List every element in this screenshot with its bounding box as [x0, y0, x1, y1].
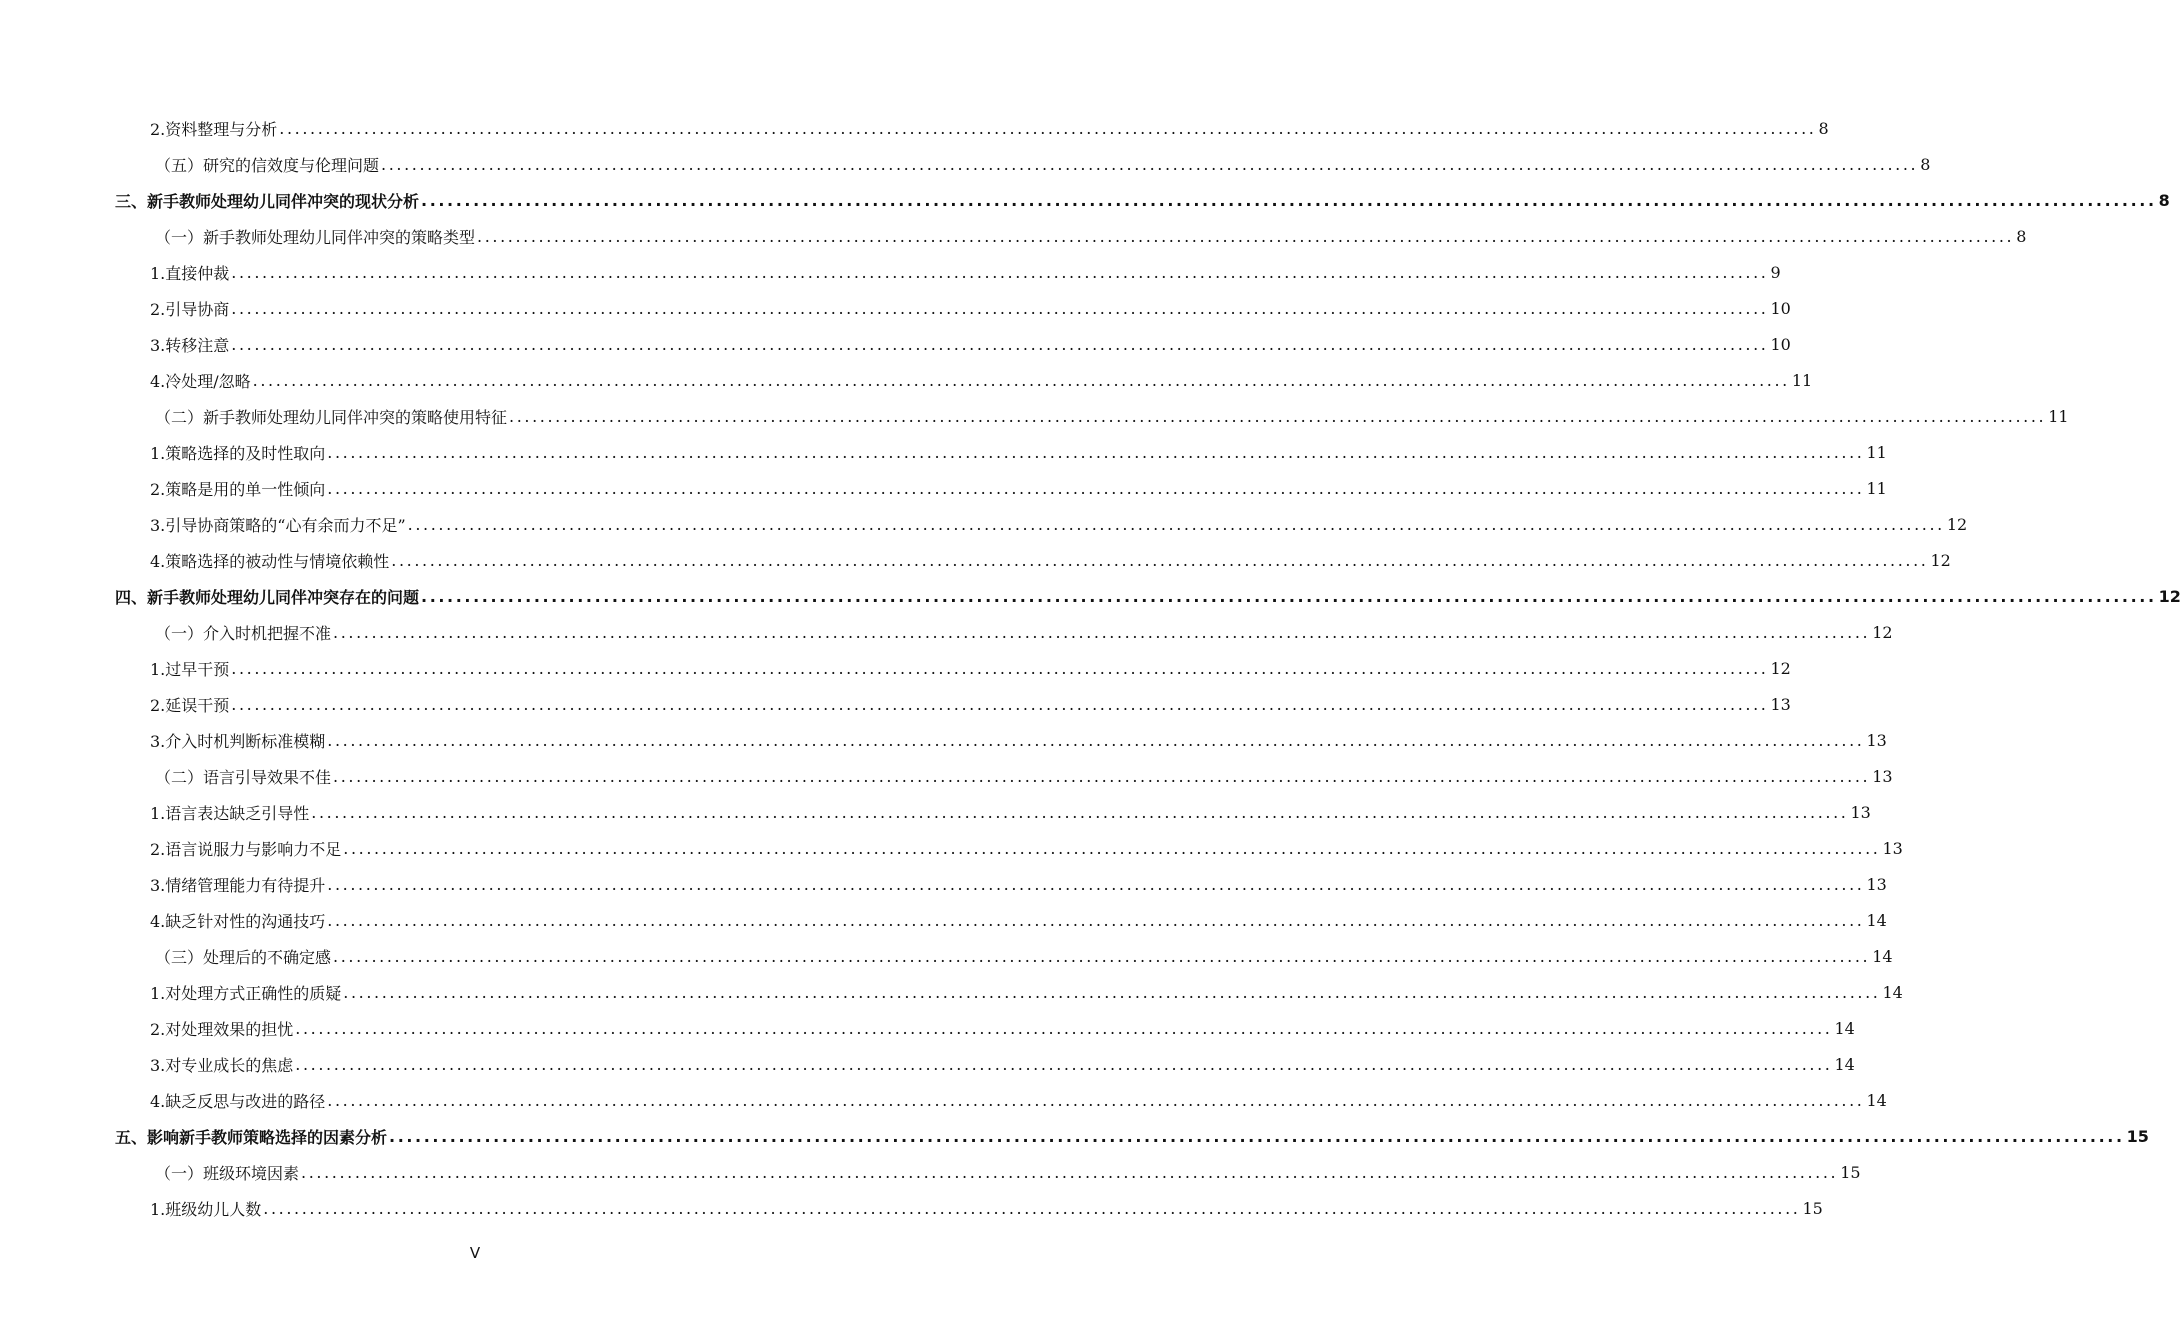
- toc-leader-dots: ........................................................................................................................................................................................................: [327, 478, 1865, 498]
- toc-entry-title: （三）处理后的不确定感: [155, 947, 332, 967]
- toc-entry[interactable]: [115, 578, 2181, 614]
- toc-leader-dots: ........................................................................................................................................................................................................: [509, 406, 2047, 426]
- toc-entry-page-number: 13: [1850, 802, 1871, 822]
- toc-entry[interactable]: [150, 794, 1871, 830]
- toc-entry-title: 2.延误干预: [150, 695, 230, 715]
- toc-entry[interactable]: [150, 686, 1791, 722]
- toc-entry[interactable]: [150, 542, 1951, 578]
- toc-entry-title: 4.冷处理/忽略: [150, 371, 251, 391]
- toc-leader-dots: ........................................................................................................................................................................................................: [389, 1126, 2125, 1146]
- page-number-footer: V: [469, 1244, 481, 1262]
- toc-entry-title: （五）研究的信效度与伦理问题: [155, 155, 380, 175]
- toc-entry-title: 4.缺乏反思与改进的路径: [150, 1091, 326, 1111]
- toc-entry[interactable]: [150, 1010, 1855, 1046]
- toc-entry-title: 2.语言说服力与影响力不足: [150, 839, 342, 859]
- toc-leader-dots: ........................................................................................................................................................................................................: [295, 1018, 1833, 1038]
- toc-entry-title: 三、新手教师处理幼儿同伴冲突的现状分析: [115, 191, 420, 211]
- toc-entry-title: 2.资料整理与分析: [150, 119, 278, 139]
- toc-leader-dots: ........................................................................................................................................................................................................: [421, 586, 2157, 606]
- toc-entry-title: 1.对处理方式正确性的质疑: [150, 983, 342, 1003]
- toc-entry[interactable]: [150, 110, 1829, 146]
- toc-entry-page-number: 13: [1882, 838, 1903, 858]
- toc-entry-page-number: 12: [2158, 586, 2181, 606]
- toc-leader-dots: ........................................................................................................................................................................................................: [333, 946, 1871, 966]
- toc-leader-dots: ........................................................................................................................................................................................................: [327, 730, 1865, 750]
- toc-entry-title: 3.转移注意: [150, 335, 230, 355]
- toc-entry[interactable]: [150, 1190, 1823, 1226]
- toc-leader-dots: ........................................................................................................................................................................................................: [231, 334, 1769, 354]
- toc-entry[interactable]: [155, 758, 1893, 794]
- toc-leader-dots: ........................................................................................................................................................................................................: [333, 622, 1871, 642]
- toc-entry[interactable]: [155, 938, 1893, 974]
- toc-entry[interactable]: [150, 434, 1887, 470]
- toc-entry[interactable]: [150, 1046, 1855, 1082]
- toc-entry[interactable]: [155, 1154, 1861, 1190]
- toc-entry-page-number: 12: [1770, 658, 1791, 678]
- toc-entry-title: 4.策略选择的被动性与情境依赖性: [150, 551, 390, 571]
- toc-leader-dots: ........................................................................................................................................................................................................: [231, 694, 1769, 714]
- toc-entry-title: （二）语言引导效果不佳: [155, 767, 332, 787]
- toc-entry[interactable]: [150, 830, 1903, 866]
- toc-entry[interactable]: [150, 326, 1791, 362]
- toc-entry-title: （二）新手教师处理幼儿同伴冲突的策略使用特征: [155, 407, 508, 427]
- toc-leader-dots: ........................................................................................................................................................................................................: [327, 442, 1865, 462]
- toc-entry-title: 1.班级幼儿人数: [150, 1199, 262, 1219]
- toc-entry-title: 3.情绪管理能力有待提升: [150, 875, 326, 895]
- toc-entry-title: 四、新手教师处理幼儿同伴冲突存在的问题: [115, 587, 420, 607]
- toc-leader-dots: ........................................................................................................................................................................................................: [343, 838, 1881, 858]
- toc-entry[interactable]: [155, 614, 1893, 650]
- toc-entry-title: 2.对处理效果的担忧: [150, 1019, 294, 1039]
- toc-entry-page-number: 14: [1834, 1054, 1855, 1074]
- toc-leader-dots: ........................................................................................................................................................................................................: [343, 982, 1881, 1002]
- toc-entry-title: 3.对专业成长的焦虑: [150, 1055, 294, 1075]
- toc-entry-page-number: 12: [1930, 550, 1951, 570]
- toc-leader-dots: ........................................................................................................................................................................................................: [231, 298, 1769, 318]
- toc-entry[interactable]: [155, 146, 1931, 182]
- toc-entry-title: 2.策略是用的单一性倾向: [150, 479, 326, 499]
- toc-entry-page-number: 8: [1920, 154, 1931, 174]
- toc-entry-page-number: 15: [2126, 1126, 2149, 1146]
- toc-entry-page-number: 13: [1872, 766, 1893, 786]
- toc-entry[interactable]: [150, 290, 1791, 326]
- toc-entry[interactable]: [150, 974, 1903, 1010]
- toc-entry[interactable]: [150, 1082, 1887, 1118]
- toc-leader-dots: ........................................................................................................................................................................................................: [231, 658, 1769, 678]
- toc-entry-page-number: 13: [1866, 874, 1887, 894]
- toc-entry-page-number: 9: [1770, 262, 1781, 282]
- toc-entry-page-number: 12: [1872, 622, 1893, 642]
- toc-entry[interactable]: [155, 218, 2027, 254]
- toc-entry[interactable]: [150, 362, 1813, 398]
- toc-entry[interactable]: [150, 650, 1791, 686]
- toc-entry-page-number: 14: [1866, 910, 1887, 930]
- toc-leader-dots: ........................................................................................................................................................................................................: [327, 1090, 1865, 1110]
- toc-leader-dots: ........................................................................................................................................................................................................: [279, 118, 1817, 138]
- toc-entry-title: 3.介入时机判断标准模糊: [150, 731, 326, 751]
- toc-leader-dots: ........................................................................................................................................................................................................: [391, 550, 1929, 570]
- toc-leader-dots: ........................................................................................................................................................................................................: [301, 1162, 1839, 1182]
- toc-leader-dots: ........................................................................................................................................................................................................: [252, 370, 1790, 390]
- toc-entry[interactable]: [150, 506, 1968, 542]
- toc-leader-dots: ........................................................................................................................................................................................................: [421, 190, 2157, 210]
- toc-entry-page-number: 13: [1866, 730, 1887, 750]
- toc-entry-page-number: 11: [1866, 442, 1887, 462]
- toc-entry-page-number: 11: [1791, 370, 1813, 390]
- toc-leader-dots: ........................................................................................................................................................................................................: [407, 514, 1945, 534]
- toc-entry-page-number: 11: [1866, 478, 1887, 498]
- toc-entry-page-number: 8: [1818, 118, 1829, 138]
- toc-entry-page-number: 11: [2048, 406, 2069, 426]
- toc-entry-title: 1.直接仲裁: [150, 263, 230, 283]
- toc-entry[interactable]: [150, 866, 1887, 902]
- toc-leader-dots: ........................................................................................................................................................................................................: [477, 226, 2015, 246]
- toc-entry[interactable]: [150, 902, 1887, 938]
- toc-entry[interactable]: [150, 722, 1887, 758]
- toc-entry[interactable]: [150, 470, 1887, 506]
- toc-leader-dots: ........................................................................................................................................................................................................: [327, 910, 1865, 930]
- toc-entry-page-number: 8: [2158, 190, 2170, 210]
- toc-entry-page-number: 14: [1834, 1018, 1855, 1038]
- toc-entry-page-number: 13: [1770, 694, 1791, 714]
- toc-entry-title: 2.引导协商: [150, 299, 230, 319]
- toc-entry-page-number: 8: [2016, 226, 2027, 246]
- toc-entry-page-number: 14: [1866, 1090, 1887, 1110]
- toc-entry-title: （一）介入时机把握不准: [155, 623, 332, 643]
- toc-entry-page-number: 15: [1802, 1198, 1823, 1218]
- toc-leader-dots: ........................................................................................................................................................................................................: [295, 1054, 1833, 1074]
- toc-entry-title: 1.过早干预: [150, 659, 230, 679]
- toc-entry-page-number: 14: [1882, 982, 1903, 1002]
- toc-entry-page-number: 10: [1770, 334, 1791, 354]
- toc-entry-title: 1.策略选择的及时性取向: [150, 443, 326, 463]
- toc-leader-dots: ........................................................................................................................................................................................................: [381, 154, 1919, 174]
- toc-entry-title: 3.引导协商策略的“心有余而力不足”: [150, 515, 406, 535]
- toc-entry[interactable]: [115, 182, 2170, 218]
- toc-entry-page-number: 12: [1946, 514, 1968, 534]
- toc-entry-title: （一）班级环境因素: [155, 1163, 300, 1183]
- toc-leader-dots: ........................................................................................................................................................................................................: [263, 1198, 1801, 1218]
- toc-entry[interactable]: [115, 1118, 2149, 1154]
- toc-entry-title: 五、影响新手教师策略选择的因素分析: [115, 1127, 388, 1147]
- toc-leader-dots: ........................................................................................................................................................................................................: [311, 802, 1849, 822]
- toc-entry-title: （一）新手教师处理幼儿同伴冲突的策略类型: [155, 227, 476, 247]
- toc-leader-dots: ........................................................................................................................................................................................................: [333, 766, 1871, 786]
- toc-entry-title: 1.语言表达缺乏引导性: [150, 803, 310, 823]
- toc-entry[interactable]: [150, 254, 1781, 290]
- toc-entry-page-number: 15: [1840, 1162, 1861, 1182]
- toc-leader-dots: ........................................................................................................................................................................................................: [231, 262, 1769, 282]
- toc-leader-dots: ........................................................................................................................................................................................................: [327, 874, 1865, 894]
- toc-entry-page-number: 10: [1770, 298, 1791, 318]
- toc-entry-page-number: 14: [1872, 946, 1893, 966]
- toc-entry-title: 4.缺乏针对性的沟通技巧: [150, 911, 326, 931]
- toc-entry[interactable]: [155, 398, 2069, 434]
